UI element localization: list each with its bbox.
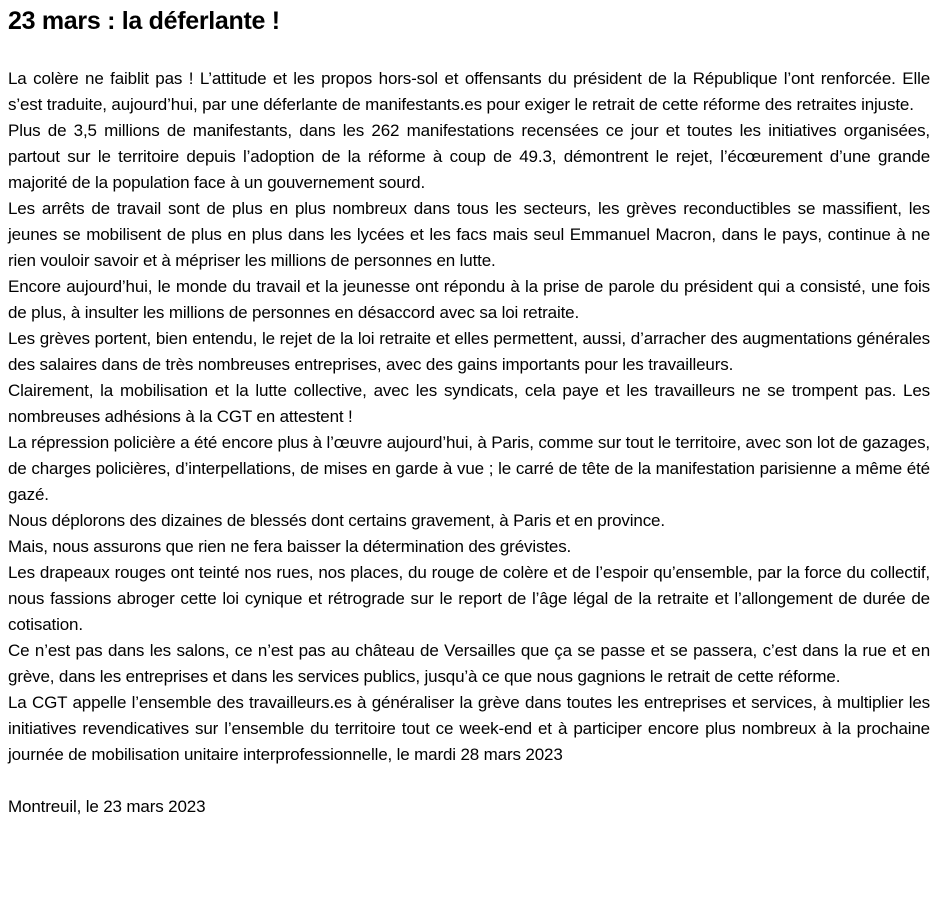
paragraph: Mais, nous assurons que rien ne fera baisser la détermination des grévistes.	[8, 537, 572, 556]
paragraph: Clairement, la mobilisation et la lutte collective, avec les syndicats, cela paye et les travailleurs ne se trompent pas. Les nombreuses adhésions à la CGT en attestent !	[8, 381, 930, 426]
paragraph: La colère ne faiblit pas ! L’attitude et les propos hors-sol et offensants du président de la République l’ont renforcée. Elle s’est traduite, aujourd’hui, par une déferlante de manifestants.es pour exiger le retrait de cette réforme des retraites injuste.	[8, 69, 930, 114]
paragraph: Nous déplorons des dizaines de blessés dont certains gravement, à Paris et en province.	[8, 511, 665, 530]
document-body	[8, 66, 930, 768]
paragraph: La CGT appelle l’ensemble des travailleurs.es à généraliser la grève dans toutes les entreprises et services, à multiplier les initiatives revendicatives sur l’ensemble du territoire tout ce week-end et à participer encore plus nombreux à la prochaine journée de mobilisation unitaire interprofessionnelle, le mardi 28 mars 2023	[8, 693, 930, 764]
document-title: 23 mars : la déferlante !	[8, 7, 280, 35]
paragraph: Les grèves portent, bien entendu, le rejet de la loi retraite et elles permettent, aussi, d’arracher des augmentations générales des salaires dans de très nombreuses entreprises, avec des gains importants pour les travailleurs.	[8, 329, 930, 374]
paragraph: La répression policière a été encore plus à l’œuvre aujourd’hui, à Paris, comme sur tout le territoire, avec son lot de gazages, de charges policières, d’interpellations, de mises en garde à vue ; le carré de tête de la manifestation parisienne a même été gazé.	[8, 433, 930, 504]
paragraph: Ce n’est pas dans les salons, ce n’est pas au château de Versailles que ça se passe et se passera, c’est dans la rue et en grève, dans les entreprises et dans les services publics, jusqu’à ce que nous gagnions le retrait de cette réforme.	[8, 641, 930, 686]
paragraph: Les arrêts de travail sont de plus en plus nombreux dans tous les secteurs, les grèves reconductibles se massifient, les jeunes se mobilisent de plus en plus dans les lycées et les facs mais seul Emmanuel Macron, dans le pays, continue à ne rien vouloir savoir et à mépriser les millions de personnes en lutte.	[8, 199, 930, 270]
paragraph: Les drapeaux rouges ont teinté nos rues, nos places, du rouge de colère et de l’espoir qu’ensemble, par la force du collectif, nous fassions abroger cette loi cynique et rétrograde sur le report de l’âge légal de la retraite et l’allongement de durée de cotisation.	[8, 563, 930, 634]
paragraph: Plus de 3,5 millions de manifestants, dans les 262 manifestations recensées ce jour et toutes les initiatives organisées, partout sur le territoire depuis l’adoption de la réforme à coup de 49.3, démontrent le rejet, l’écœurement d’une grande majorité de la population face à un gouvernement sourd.	[8, 121, 930, 192]
press-release	[8, 0, 930, 820]
paragraph: Encore aujourd’hui, le monde du travail et la jeunesse ont répondu à la prise de parole du président qui a consisté, une fois de plus, à insulter les millions de personnes en désaccord avec sa loi retraite.	[8, 277, 930, 322]
signature-line: Montreuil, le 23 mars 2023	[8, 797, 206, 816]
